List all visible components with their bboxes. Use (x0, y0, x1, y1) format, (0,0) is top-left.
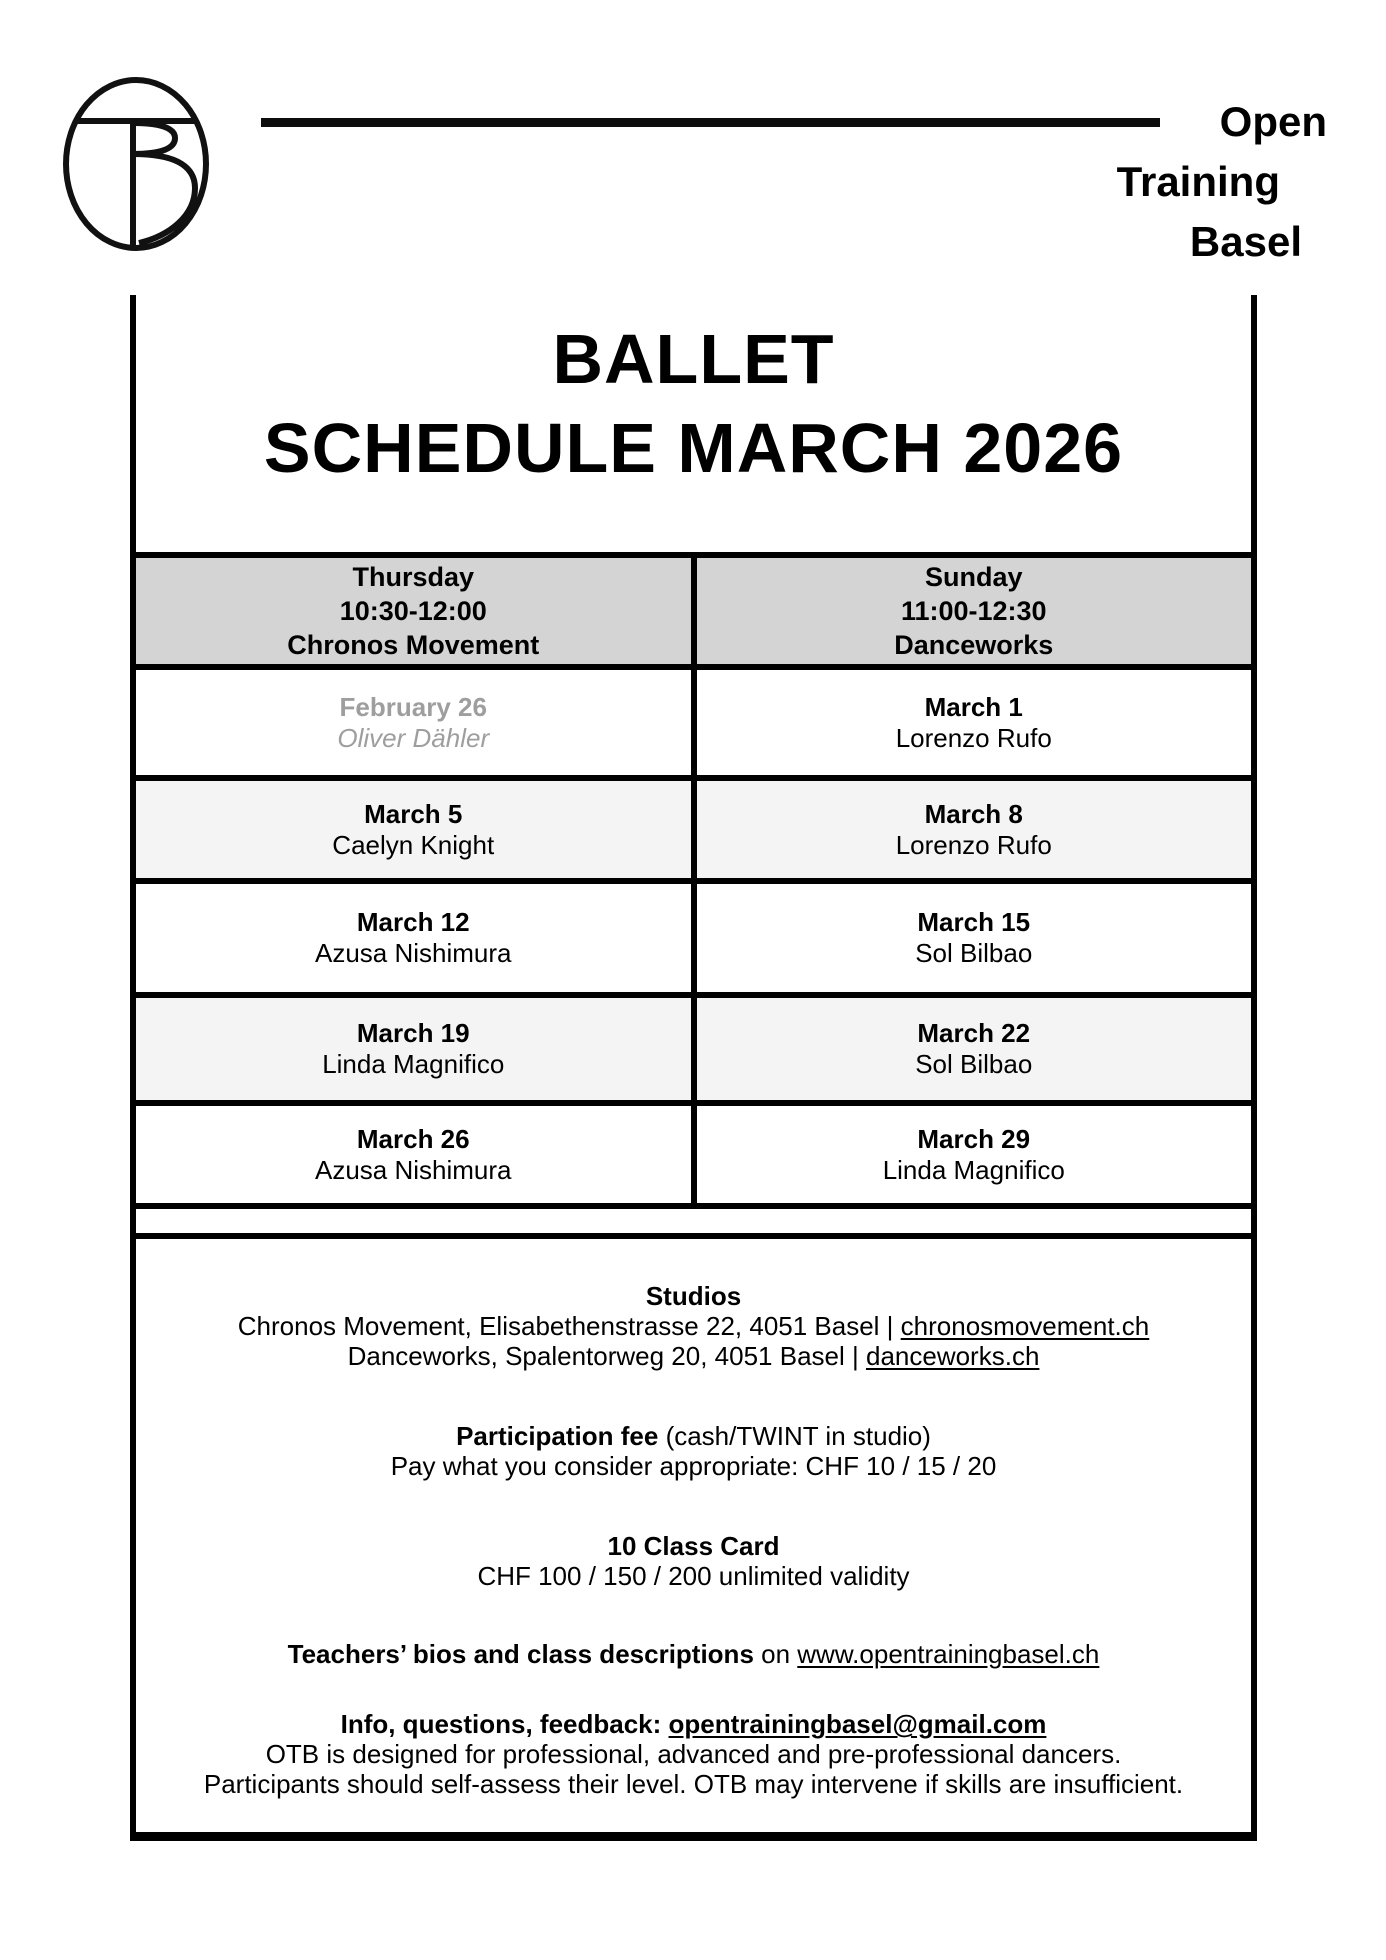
class-card-detail: CHF 100 / 150 / 200 unlimited validity (477, 1561, 910, 1591)
column-day: Thursday (352, 562, 475, 592)
schedule-cell (136, 670, 691, 775)
class-teacher: Lorenzo Rufo (895, 829, 1052, 860)
otb-logo-icon (62, 76, 210, 252)
title-line-1: BALLET (552, 319, 835, 398)
schedule-cell (136, 884, 691, 992)
class-date: March 15 (917, 907, 1031, 937)
studio-address-text: Danceworks, Spalentorweg 20, 4051 Basel | (347, 1341, 866, 1371)
schedule-cell (691, 1106, 1252, 1203)
class-date: March 5 (364, 798, 463, 829)
header-divider-rule (261, 118, 1160, 127)
studio-address-line (136, 1341, 1251, 1371)
class-date: March 22 (917, 1018, 1031, 1048)
table-info-gap (136, 1209, 1251, 1233)
page-title (136, 295, 1251, 552)
contact-label: Info, questions, feedback: (340, 1709, 669, 1739)
class-date: March 8 (924, 798, 1023, 829)
column-time: 11:00-12:30 (900, 596, 1047, 626)
brand-line: Training (1116, 158, 1280, 205)
brand-wordmark (1117, 92, 1327, 272)
chronosmovement-link[interactable]: chronosmovement.ch (900, 1311, 1150, 1341)
schedule-row (136, 1100, 1251, 1203)
info-box (136, 1233, 1251, 1832)
schedule-row (136, 992, 1251, 1100)
schedule-table (136, 552, 1251, 1209)
email-link[interactable]: opentrainingbasel@gmail.com (668, 1709, 1047, 1739)
studios-heading: Studios (645, 1281, 742, 1311)
participation-fee-section (136, 1421, 1251, 1481)
schedule-cell (136, 1106, 691, 1203)
class-date: March 19 (356, 1018, 470, 1048)
column-studio: Danceworks (894, 630, 1054, 660)
column-studio: Chronos Movement (287, 630, 540, 660)
class-teacher: Lorenzo Rufo (895, 722, 1052, 753)
studios-section (136, 1281, 1251, 1371)
class-teacher: Linda Magnifico (882, 1154, 1065, 1185)
content-frame (130, 295, 1257, 1841)
schedule-cell (691, 670, 1252, 775)
header-cell-thursday (136, 558, 691, 664)
contact-note: OTB is designed for professional, advanced and pre-professional dancers. (265, 1739, 1122, 1769)
schedule-header-row (136, 558, 1251, 664)
class-teacher: Azusa Nishimura (314, 1154, 512, 1185)
column-time: 10:30-12:00 (339, 596, 487, 626)
teachers-bios-mid: on (753, 1639, 798, 1669)
class-date: March 26 (356, 1123, 470, 1154)
class-date: March 12 (356, 907, 470, 937)
schedule-row (136, 878, 1251, 992)
schedule-cell (691, 998, 1252, 1100)
schedule-cell (691, 884, 1252, 992)
schedule-row (136, 664, 1251, 775)
contact-line (136, 1709, 1251, 1739)
class-teacher: Sol Bilbao (915, 1049, 1033, 1079)
title-line-2: SCHEDULE MARCH 2026 (263, 408, 1124, 487)
studio-address-text: Chronos Movement, Elisabethenstrasse 22, 4051 Basel | (237, 1311, 901, 1341)
column-day: Sunday (924, 562, 1023, 592)
class-teacher: Oliver Dähler (337, 722, 490, 753)
schedule-row (136, 775, 1251, 878)
schedule-cell (691, 781, 1252, 878)
header-cell-sunday (691, 558, 1252, 664)
class-teacher: Linda Magnifico (322, 1049, 505, 1079)
class-card-heading: 10 Class Card (607, 1531, 780, 1561)
class-teacher: Sol Bilbao (915, 938, 1033, 968)
brand-line: Open (1219, 98, 1327, 145)
danceworks-link[interactable]: danceworks.ch (865, 1341, 1040, 1371)
fee-heading-note: (cash/TWINT in studio) (658, 1421, 931, 1451)
contact-note: Participants should self-assess their level. OTB may intervene if skills are insufficient. (203, 1769, 1184, 1799)
schedule-cell (136, 781, 691, 878)
teachers-bios-label: Teachers’ bios and class descriptions (287, 1639, 754, 1669)
class-date: March 1 (924, 691, 1023, 722)
class-card-section (136, 1531, 1251, 1591)
class-teacher: Caelyn Knight (332, 829, 495, 860)
fee-heading: Participation fee (456, 1421, 659, 1451)
brand-line: Basel (1189, 218, 1302, 265)
class-date: February 26 (339, 691, 487, 722)
class-teacher: Azusa Nishimura (314, 938, 512, 968)
class-date: March 29 (917, 1123, 1031, 1154)
studio-address-line (136, 1311, 1251, 1341)
teachers-bios-section (136, 1639, 1251, 1669)
contact-section (136, 1709, 1251, 1799)
schedule-cell (136, 998, 691, 1100)
fee-detail: Pay what you consider appropriate: CHF 10 / 15 / 20 (390, 1451, 997, 1481)
website-link[interactable]: www.opentrainingbasel.ch (797, 1639, 1100, 1669)
fee-heading-line (136, 1421, 1251, 1451)
